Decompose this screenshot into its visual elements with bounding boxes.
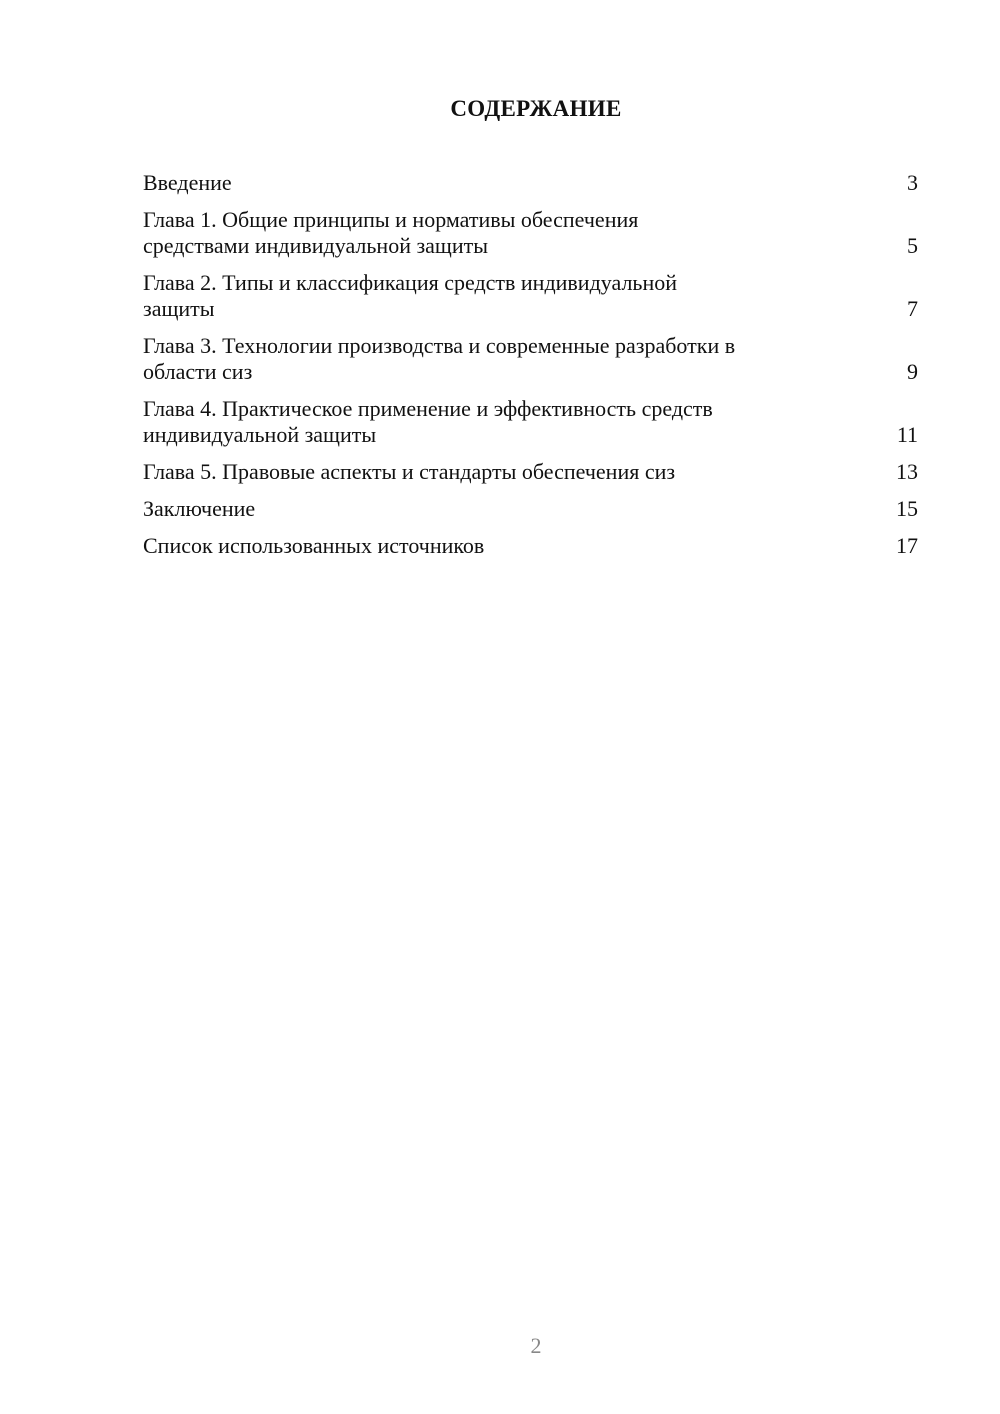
toc-entry-page: 3 [907, 170, 918, 195]
toc-entry-page: 11 [896, 422, 918, 447]
table-of-contents [143, 170, 918, 570]
toc-entry-page: 5 [907, 233, 918, 258]
toc-entry-label: Введение [143, 170, 232, 195]
toc-entry-label: Список использованных источников [143, 533, 485, 558]
toc-entry-page: 17 [896, 533, 918, 558]
toc-entry-chapter-2[interactable] [143, 270, 918, 322]
toc-entry-label: Глава 4. Практическое применение и эффективность средств индивидуальной защиты [143, 396, 713, 447]
toc-entry-introduction[interactable] [143, 170, 918, 196]
toc-entry-page: 9 [907, 359, 918, 384]
toc-entry-label: Заключение [143, 496, 256, 521]
toc-entry-label: Глава 1. Общие принципы и нормативы обеспечения средствами индивидуальной защиты [143, 207, 639, 258]
toc-entry-page: 13 [896, 459, 918, 484]
toc-entry-page: 15 [896, 496, 918, 521]
toc-entry-chapter-3[interactable] [143, 333, 918, 385]
toc-entry-label: Глава 2. Типы и классификация средств индивидуальной защиты [143, 270, 678, 321]
page-number: 2 [530, 1333, 542, 1358]
toc-entry-references[interactable] [143, 533, 918, 559]
toc-entry-page: 7 [907, 296, 918, 321]
toc-entry-chapter-4[interactable] [143, 396, 918, 448]
toc-entry-label: Глава 3. Технологии производства и современные разработки в области сиз [143, 333, 736, 384]
toc-entry-chapter-5[interactable] [143, 459, 918, 485]
toc-entry-chapter-1[interactable] [143, 207, 918, 259]
toc-entry-conclusion[interactable] [143, 496, 918, 522]
toc-entry-label: Глава 5. Правовые аспекты и стандарты обеспечения сиз [143, 459, 676, 484]
toc-title: СОДЕРЖАНИЕ [450, 96, 622, 121]
